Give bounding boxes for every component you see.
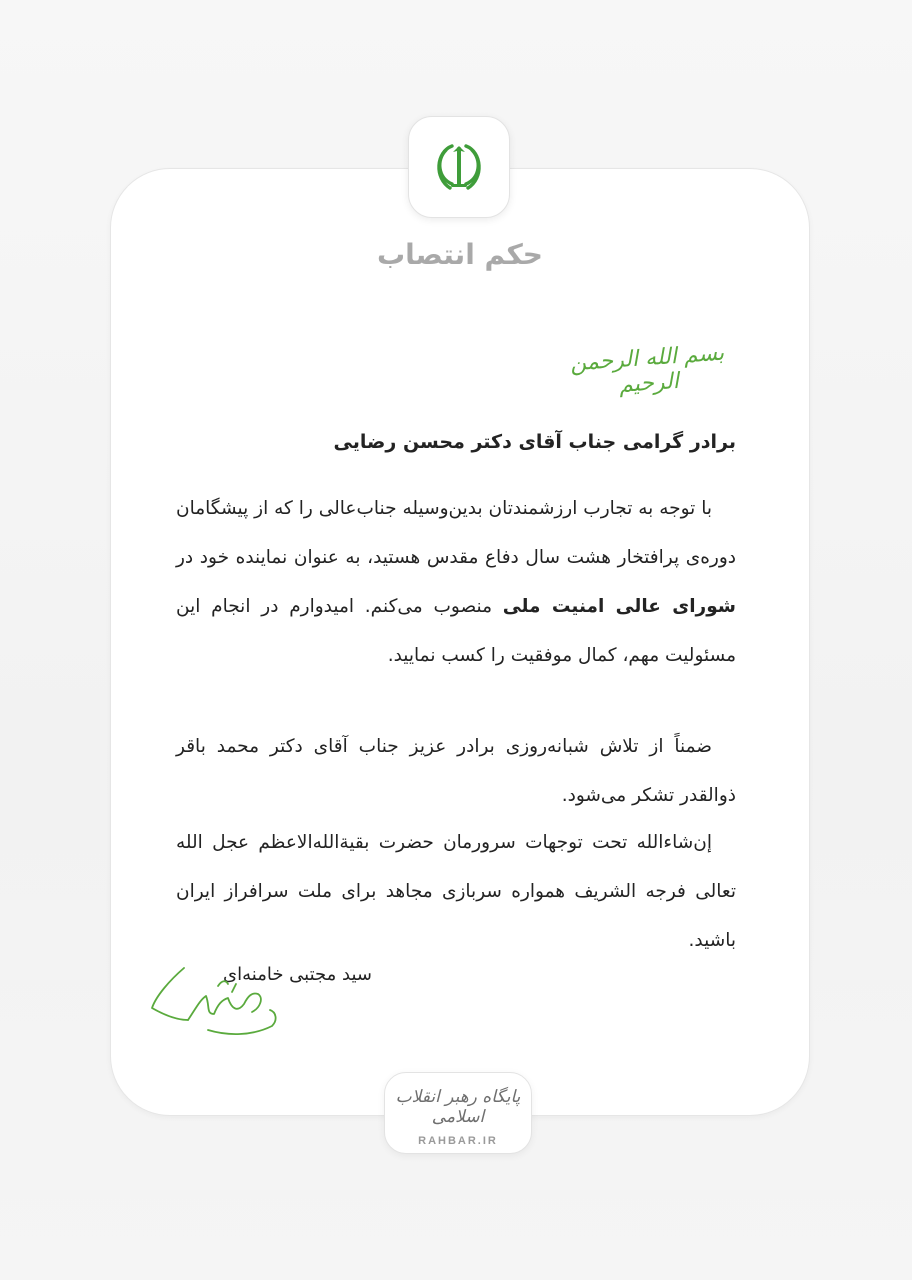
paragraph-appointment [176, 484, 736, 680]
salutation: برادر گرامی جناب آقای دکتر محسن رضایی [333, 431, 736, 453]
rahbar-logo-badge[interactable] [384, 1072, 532, 1154]
iran-emblem-icon [430, 138, 488, 196]
rahbar-domain: RAHBAR.IR [418, 1135, 498, 1147]
paragraph-appointment-tail: منصوب می‌کنم. امیدوارم در انجام این مسئولیت مهم، کمال موفقیت را کسب نمایید. [176, 596, 736, 666]
handwritten-signature [148, 960, 288, 1050]
paragraph-thanks-text: ضمناً از تلاش شبانه‌روزی برادر عزیز جناب آقای دکتر محمد باقر ذوالقدر تشکر می‌شود. [176, 736, 736, 806]
paragraph-appointment-text: با توجه به تجارب ارزشمندتان بدین‌وسیله جناب‌عالی را که از پیشگامان دوره‌ی پرافتخار هشت سال دفاع مقدس هستید، به عنوان نماینده خود در [176, 498, 736, 568]
bismillah-calligraphy: بسم الله الرحمن الرحیم [569, 340, 725, 399]
emblem-badge [408, 116, 510, 218]
paragraph-prayer-text: إن‌شاءالله تحت توجهات سرورمان حضرت بقیة‌الله‌الاعظم عجل الله تعالی فرجه الشریف همواره سربازی مجاهد برای ملت سرافراز ایران باشید. [176, 832, 736, 951]
rahbar-logo-text: پایگاه رهبر انقلاب اسلامی [395, 1087, 521, 1127]
document-heading: حکم انتصاب [377, 238, 543, 271]
signer-name: سید مجتبی خامنه‌ای [223, 964, 372, 985]
council-name: شورای عالی امنیت ملی [502, 596, 736, 617]
paragraph-prayer [176, 818, 736, 965]
paragraph-thanks [176, 722, 736, 820]
